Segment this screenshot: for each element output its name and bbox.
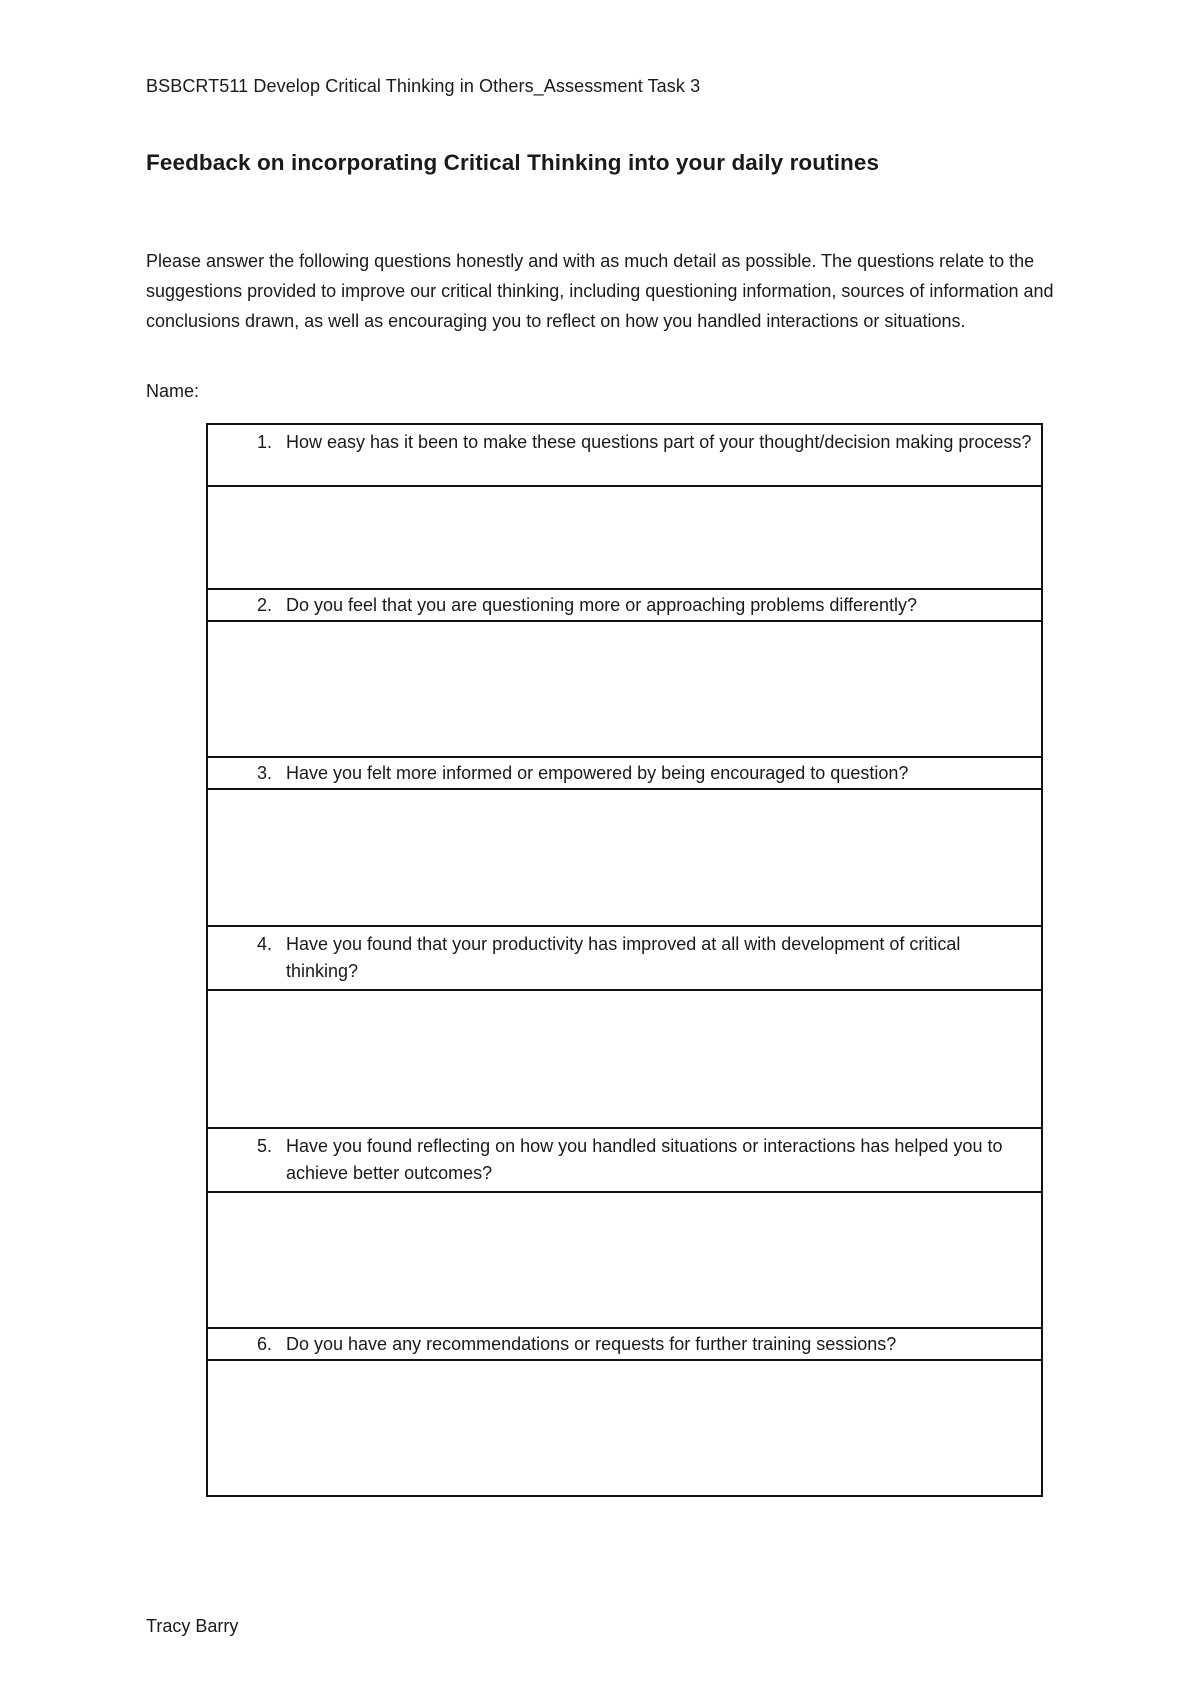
question-row-5 — [207, 1128, 1042, 1192]
question-row-2 — [207, 589, 1042, 621]
document-header: BSBCRT511 Develop Critical Thinking in Others_Assessment Task 3 — [146, 76, 701, 96]
question-cell-2 — [207, 589, 1042, 621]
answer-row-6 — [207, 1360, 1042, 1496]
question-cell-4 — [207, 926, 1042, 990]
question-number: 1. — [256, 432, 272, 452]
answer-field-6[interactable] — [207, 1360, 1042, 1496]
question-text: Do you feel that you are questioning more or approaching problems differently? — [286, 595, 918, 615]
answer-row-1 — [207, 486, 1042, 589]
name-label: Name: — [146, 381, 200, 401]
question-row-3 — [207, 757, 1042, 789]
answer-field-4[interactable] — [207, 990, 1042, 1128]
question-cell-6 — [207, 1328, 1042, 1360]
question-text: Have you felt more informed or empowered by being encouraged to question? — [286, 763, 909, 783]
question-cell-1 — [207, 424, 1042, 486]
question-number: 6. — [256, 1334, 272, 1354]
question-text: Have you found that your productivity has improved at all with development of critical thinking? — [286, 934, 961, 981]
answer-row-2 — [207, 621, 1042, 757]
page-title: Feedback on incorporating Critical Thinking into your daily routines — [146, 150, 880, 175]
question-number: 3. — [256, 763, 272, 783]
answer-field-1[interactable] — [207, 486, 1042, 589]
question-text: Do you have any recommendations or requests for further training sessions? — [286, 1334, 897, 1354]
answer-field-2[interactable] — [207, 621, 1042, 757]
answer-field-3[interactable] — [207, 789, 1042, 926]
question-number: 5. — [256, 1136, 272, 1156]
instructions-paragraph: Please answer the following questions honestly and with as much detail as possible. The questions relate to the suggestions provided to improve our critical thinking, including questioning information, sources of information and conclusions drawn, as well as encouraging you to reflect on how you handled interactions or situations. — [146, 251, 1054, 331]
answer-row-3 — [207, 789, 1042, 926]
answer-field-5[interactable] — [207, 1192, 1042, 1328]
question-cell-5 — [207, 1128, 1042, 1192]
footer-author: Tracy Barry — [146, 1616, 239, 1636]
answer-row-4 — [207, 990, 1042, 1128]
question-row-6 — [207, 1328, 1042, 1360]
question-row-4 — [207, 926, 1042, 990]
question-text: How easy has it been to make these questions part of your thought/decision making process? — [286, 432, 1032, 452]
answer-row-5 — [207, 1192, 1042, 1328]
question-text: Have you found reflecting on how you handled situations or interactions has helped you to achieve better outcomes? — [286, 1136, 1003, 1183]
question-number: 4. — [256, 934, 272, 954]
question-cell-3 — [207, 757, 1042, 789]
question-number: 2. — [256, 595, 272, 615]
feedback-table — [206, 423, 1043, 1497]
question-row-1 — [207, 424, 1042, 486]
